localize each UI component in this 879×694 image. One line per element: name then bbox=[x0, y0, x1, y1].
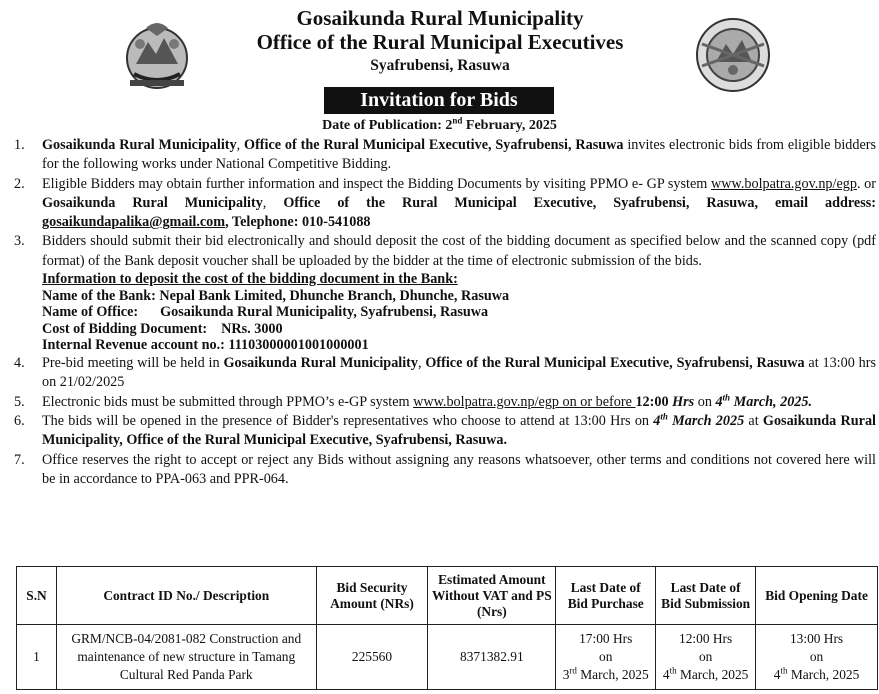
table-cell: 13:00 Hrs on 4th March, 2025 bbox=[756, 625, 878, 690]
header bbox=[0, 0, 879, 116]
municipality-name: Gosaikunda Rural Municipality bbox=[296, 6, 584, 30]
bids-table bbox=[16, 566, 878, 690]
table-cell: 1 bbox=[17, 625, 57, 690]
table-header-row bbox=[17, 567, 878, 625]
column-header: Last Date of Bid Submission bbox=[656, 567, 756, 625]
bolpatra-link[interactable]: www.bolpatra.gov.np/egp bbox=[711, 175, 857, 192]
office-name: Office of the Rural Municipal Executives bbox=[256, 30, 624, 54]
list-item: 4. Pre-bid meeting will be held in Gosaikunda Rural Municipality, Office of the Rural Municipal Executive, Syafrubensi, Rasuwa at 13:00 hrs on 21/02/2025 bbox=[14, 355, 876, 391]
column-header: Bid Security Amount (NRs) bbox=[316, 567, 428, 625]
table-cell: 17:00 Hrs on 3rd March, 2025 bbox=[556, 625, 656, 690]
list-item: 1. Gosaikunda Rural Municipality, Office of the Rural Municipal Executive, Syafrubensi, Rasuwa invites electronic bids from eligible bidders for the following works under National Competitive Bidding. bbox=[14, 137, 877, 173]
cost-row: Cost of Bidding Document: NRs. 3000 bbox=[42, 320, 283, 337]
bank-info-heading: Information to deposit the cost of the bidding document in the Bank: bbox=[42, 271, 458, 288]
table-cell: 12:00 Hrs on 4th March, 2025 bbox=[656, 625, 756, 690]
column-header: Bid Opening Date bbox=[756, 567, 878, 625]
column-header: Contract ID No./ Description bbox=[56, 567, 316, 625]
list-item: 7. Office reserves the right to accept or reject any Bids without assigning any reasons whatsoever, other terms and conditions not covered here will be in accordance to PPA-063 and PPR-064. bbox=[14, 451, 876, 487]
account-row: Internal Revenue account no.: 11103000001001000001 bbox=[42, 337, 369, 354]
title-block bbox=[200, 6, 680, 76]
bolpatra-link-2[interactable]: www.bolpatra.gov.np/egp on or before bbox=[413, 393, 636, 410]
bank-info bbox=[14, 271, 876, 354]
list-item: 6. The bids will be opened in the presence of Bidder's representatives who choose to attend at 13:00 Hrs on 4th March 2025 at Gosaikunda Rural Municipality, Office of the Rural Municipal Executive, Syafrubensi, Rasuwa. bbox=[14, 411, 876, 449]
list-item: 5. Electronic bids must be submitted through PPMO’s e-GP system www.bolpatra.gov.np/egp on or before 12:00 Hrs on 4th March, 2025. bbox=[14, 391, 813, 410]
nepal-government-emblem-icon bbox=[116, 14, 198, 96]
column-header: S.N bbox=[17, 567, 57, 625]
email-link[interactable]: gosaikundapalika@gmail.com bbox=[42, 214, 226, 231]
notice-body bbox=[14, 136, 876, 489]
bank-name: Name of the Bank: Nepal Bank Limited, Dhunche Branch, Dhunche, Rasuwa bbox=[42, 287, 510, 304]
office-row: Name of Office: Gosaikunda Rural Municipality, Syafrubensi, Rasuwa bbox=[42, 304, 489, 321]
column-header: Last Date of Bid Purchase bbox=[556, 567, 656, 625]
list-item: 3. Bidders should submit their bid electronically and should deposit the cost of the bidding document as specified below and the scanned copy (pdf format) of the Bank deposit voucher shall be uploaded by the bidder at the time of electronic submission of the bids. bbox=[14, 233, 876, 269]
page-title-banner: Invitation for Bids bbox=[324, 87, 554, 114]
municipality-logo-icon bbox=[692, 14, 774, 96]
column-header: Estimated Amount Without VAT and PS (Nrs) bbox=[428, 567, 556, 625]
table-cell: GRM/NCB-04/2081-082 Construction and maintenance of new structure in Tamang Cultural Red Panda Park bbox=[56, 625, 316, 690]
publication-date: Date of Publication: 2nd February, 2025 bbox=[322, 115, 557, 133]
office-location: Syafrubensi, Rasuwa bbox=[370, 57, 510, 74]
table-row bbox=[17, 625, 878, 690]
list-item: 2. Eligible Bidders may obtain further information and inspect the Bidding Documents by visiting PPMO e- GP system www.bolpatra.gov.np/egp. or Gosaikunda Rural Municipality, Office of the Rural Municipal Executive, Syafrubensi, Rasuwa, email address: gosaikundapalika@gmail.com, Telephone: 010-541088 bbox=[14, 175, 877, 231]
table-cell: 8371382.91 bbox=[428, 625, 556, 690]
table-cell: 225560 bbox=[316, 625, 428, 690]
